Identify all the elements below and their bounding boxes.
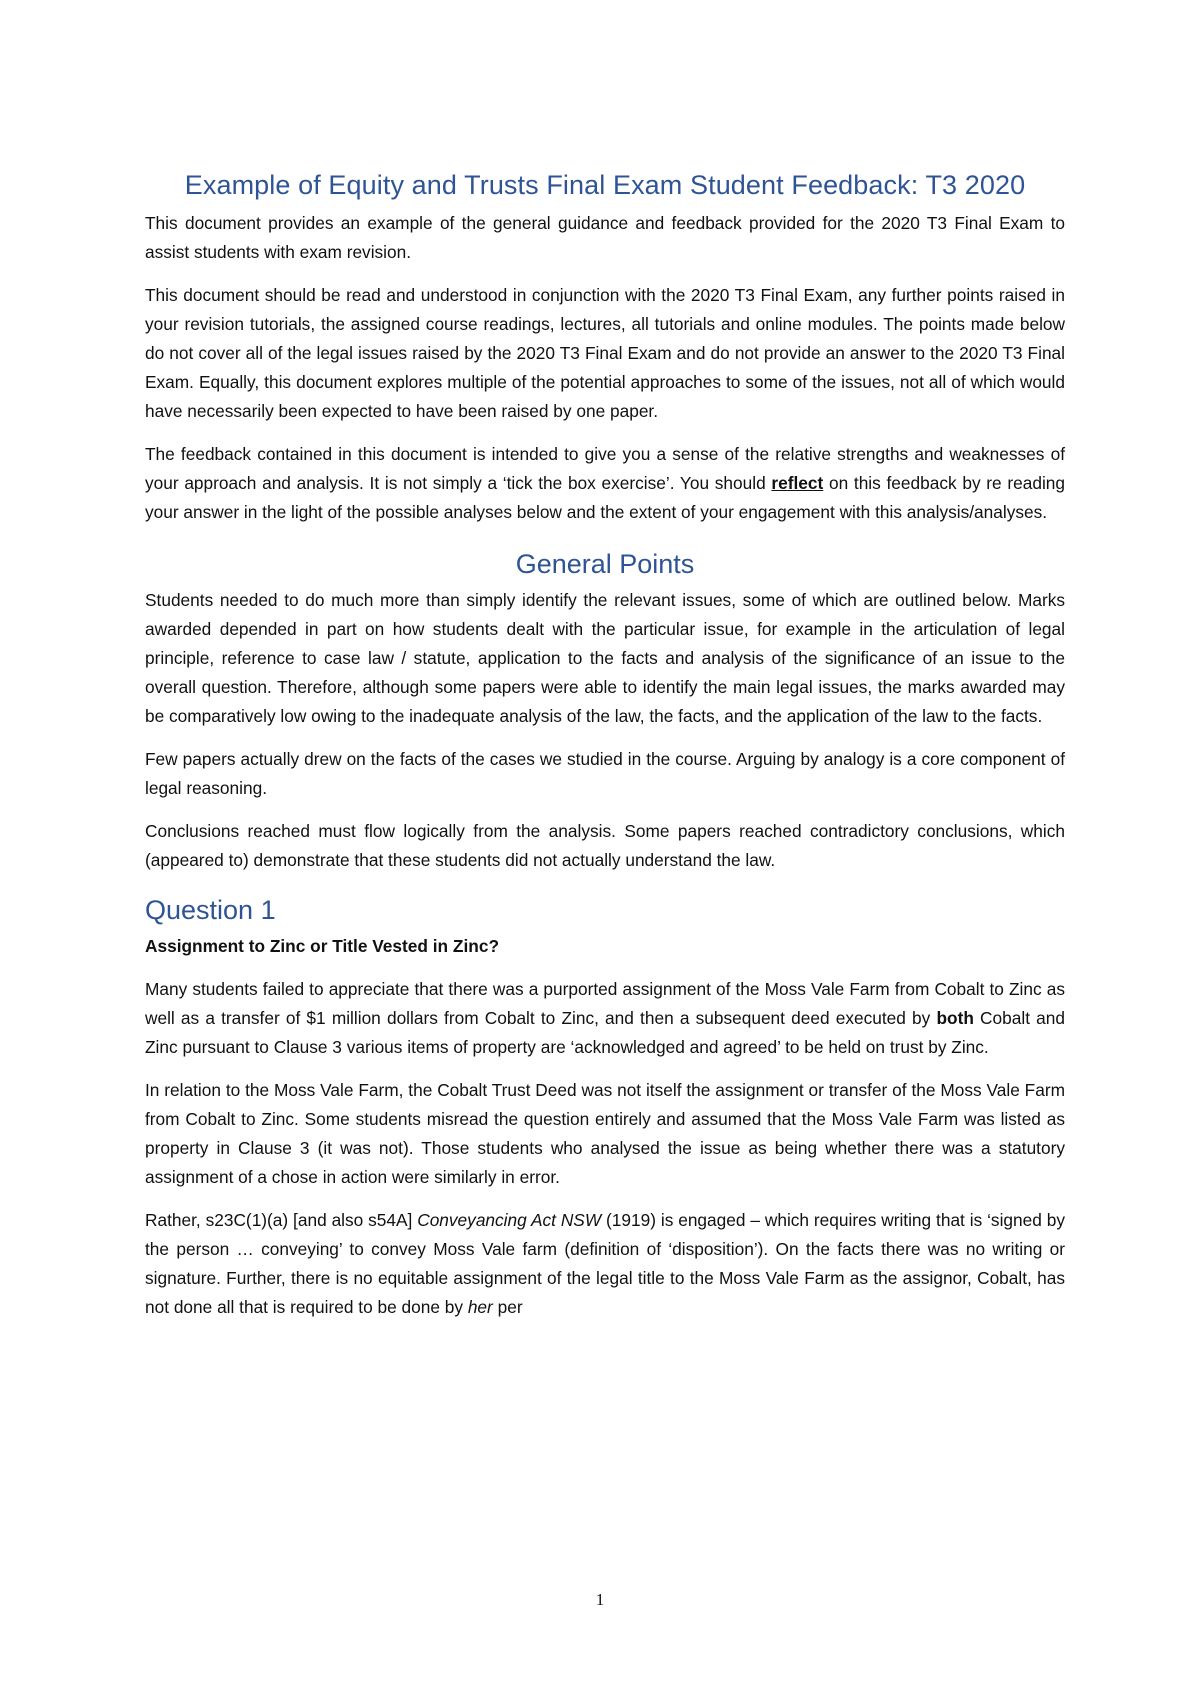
q1-p3-text-b: (1919) is engaged – which requires writing that is ‘signed by the person … conveying’ to convey Moss Vale farm (definition of ‘disposition’). On the facts there was no writing or signature. Further, there is no equitable assignment of the legal title to the Moss Vale Farm as the assignor, Cobalt, has not done all that is required to be done by — [145, 1210, 1065, 1317]
general-points-paragraph-3: Conclusions reached must flow logically from the analysis. Some papers reached contradictory conclusions, which (appeared to) demonstrate that these students did not actually understand the law. — [145, 821, 1065, 870]
q1-p1-text-a: Many students failed to appreciate that there was a purported assignment of the Moss Vale Farm from Cobalt to Zinc as well as a transfer of $1 million dollars from Cobalt to Zinc, and then a subsequent deed executed by — [145, 979, 1065, 1028]
question-1-heading: Question 1 — [145, 895, 276, 925]
intro-paragraph-3 — [145, 440, 1065, 527]
q1-p3-italic-act: Conveyancing Act NSW — [417, 1210, 602, 1230]
question-1-paragraph-3 — [145, 1206, 1065, 1322]
page-number: 1 — [595, 1590, 605, 1609]
general-points-paragraph-2: Few papers actually drew on the facts of the cases we studied in the course. Arguing by analogy is a core component of legal reasoning. — [145, 749, 1065, 798]
general-points-paragraph-1: Students needed to do much more than simply identify the relevant issues, some of which are outlined below. Marks awarded depended in part on how students dealt with the particular issue, for example in the articulation of legal principle, reference to case law / statute, application to the facts and analysis of the significance of an issue to the overall question. Therefore, although some papers were able to identify the main legal issues, the marks awarded may be comparatively low owing to the inadequate analysis of the law, the facts, and the application of the law to the facts. — [145, 590, 1065, 726]
q1-p3-italic-her: her — [467, 1297, 493, 1317]
intro-p3-text-b: on this feedback by re reading your answer in the light of the possible analyses below and the extent of your engagement with this analysis/analyses. — [145, 473, 1066, 522]
document-body — [145, 170, 1065, 1336]
general-points-heading: General Points — [515, 549, 695, 579]
intro-paragraph-1: This document provides an example of the general guidance and feedback provided for the 2020 T3 Final Exam to assist students with exam revision. — [145, 213, 1065, 262]
question-1-paragraph-1 — [145, 975, 1065, 1062]
intro-p3-text-a: The feedback contained in this document is intended to give you a sense of the relative strengths and weaknesses of your approach and analysis. It is not simply a ‘tick the box exercise’. You should — [145, 444, 1065, 493]
question-1-subheading: Assignment to Zinc or Title Vested in Zinc? — [145, 936, 499, 956]
reflect-emphasis: reflect — [771, 473, 824, 493]
q1-p1-bold: both — [936, 1008, 974, 1028]
q1-p3-text-c: per — [492, 1297, 523, 1317]
intro-paragraph-2: This document should be read and understood in conjunction with the 2020 T3 Final Exam, any further points raised in your revision tutorials, the assigned course readings, lectures, all tutorials and online modules. The points made below do not cover all of the legal issues raised by the 2020 T3 Final Exam and do not provide an answer to the 2020 T3 Final Exam. Equally, this document explores multiple of the potential approaches to some of the issues, not all of which would have necessarily been expected to have been raised by one paper. — [145, 285, 1065, 421]
document-title: Example of Equity and Trusts Final Exam Student Feedback: T3 2020 — [184, 170, 1026, 200]
q1-p3-text-a: Rather, s23C(1)(a) [and also s54A] — [145, 1210, 418, 1230]
question-1-paragraph-2: In relation to the Moss Vale Farm, the Cobalt Trust Deed was not itself the assignment or transfer of the Moss Vale Farm from Cobalt to Zinc. Some students misread the question entirely and assumed that the Moss Vale Farm was listed as property in Clause 3 (it was not). Those students who analysed the issue as being whether there was a statutory assignment of a chose in action were similarly in error. — [145, 1080, 1065, 1187]
q1-p1-text-b: Cobalt and Zinc pursuant to Clause 3 various items of property are ‘acknowledged and agreed’ to be held on trust by Zinc. — [145, 1008, 1066, 1057]
